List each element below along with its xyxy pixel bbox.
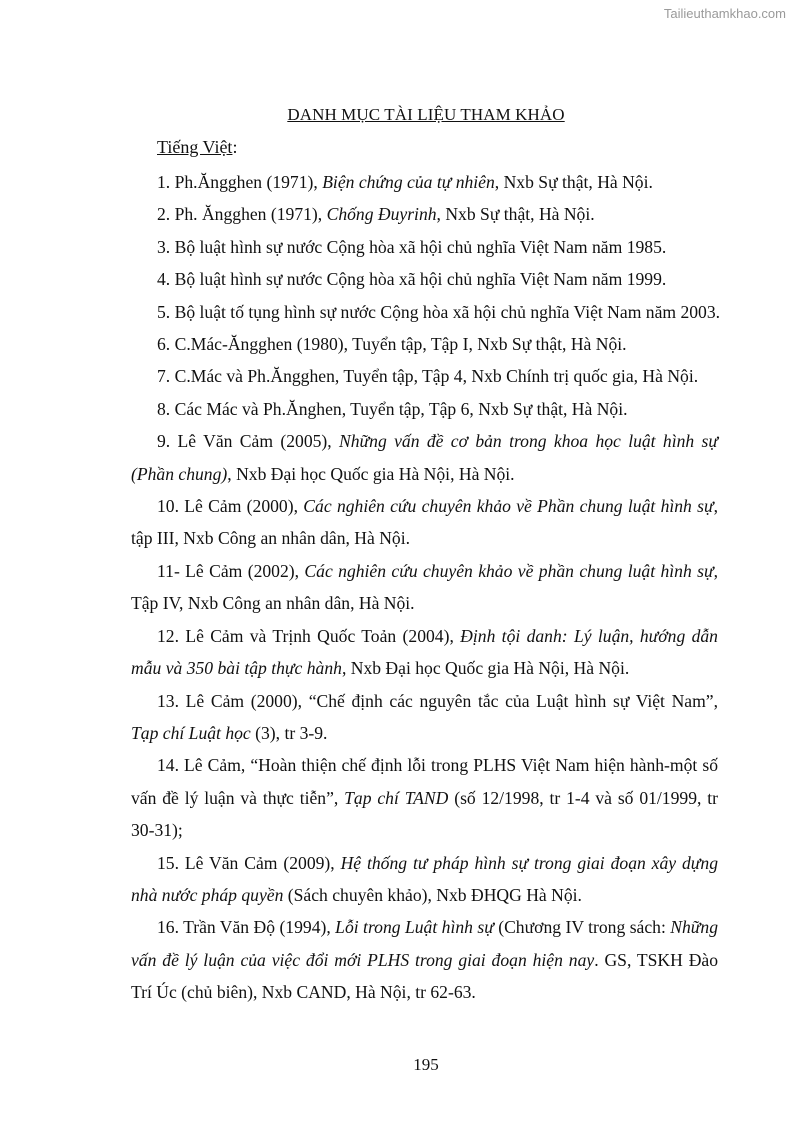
reference-item <box>131 911 718 1008</box>
reference-title: Biện chứng của tự nhiên <box>322 172 495 192</box>
reference-item <box>131 425 718 490</box>
reference-text: , Nxb Đại học Quốc gia Hà Nội, Hà Nội. <box>341 658 630 679</box>
reference-item <box>131 393 718 425</box>
reference-item <box>131 685 718 750</box>
reference-title: Định tội danh: Lý luận, hướng dẫn mẫu và 350 bài tập thực hành <box>131 625 718 679</box>
reference-text: 7. C.Mác và Ph.Ăngghen, Tuyển tập, Tập 4, Nxb Chính trị quốc gia, Hà Nội. <box>157 366 699 387</box>
reference-title: Các nghiên cứu chuyên khảo về phần chung luật hình sự <box>304 560 714 581</box>
reference-item <box>131 263 718 295</box>
reference-text: 11- Lê Cảm (2002), <box>157 560 305 581</box>
reference-title: Những vấn đề cơ bản trong khoa học luật hình sự (Phần chung) <box>131 431 718 484</box>
reference-text: (số 12/1998, tr 1-4 và số 01/1999, tr 30-31); <box>131 787 718 841</box>
reference-text: 3. Bộ luật hình sự nước Cộng hòa xã hội chủ nghĩa Việt Nam năm 1985. <box>157 236 667 257</box>
reference-text: 13. Lê Cảm (2000), “Chế định các nguyên tắc của Luật hình sự Việt Nam”, <box>157 690 718 711</box>
reference-text: , Nxb Sự thật, Hà Nội. <box>436 204 595 225</box>
reference-text: 5. Bộ luật tố tụng hình sự nước Cộng hòa xã hội chủ nghĩa Việt Nam năm 2003. <box>157 301 721 322</box>
page-title: DANH MỤC TÀI LIỆU THAM KHẢO <box>287 105 565 124</box>
section-heading <box>157 137 237 158</box>
reference-text: . GS, TSKH Đào Trí Úc (chủ biên), Nxb CAND, Hà Nội, tr 62-63. <box>131 949 719 1003</box>
section-label: Tiếng Việt <box>157 137 233 157</box>
reference-title: Các nghiên cứu chuyên khảo về Phần chung luật hình sự <box>303 496 714 517</box>
reference-text: , Nxb Đại học Quốc gia Hà Nội, Hà Nội. <box>227 463 515 484</box>
reference-item <box>131 360 718 392</box>
reference-text: 8. Các Mác và Ph.Ănghen, Tuyển tập, Tập 6, Nxb Sự thật, Hà Nội. <box>157 398 628 419</box>
reference-text: (Sách chuyên khảo), Nxb ĐHQG Hà Nội. <box>283 884 582 905</box>
section-colon: : <box>232 137 238 157</box>
reference-text: 6. C.Mác-Ăngghen (1980), Tuyển tập, Tập I, Nxb Sự thật, Hà Nội. <box>157 334 627 355</box>
reference-title: Những vấn đề lý luận của việc đổi mới PLHS trong giai đoạn hiện nay <box>131 917 718 970</box>
reference-text: 9. Lê Văn Cảm (2005), <box>157 431 340 452</box>
reference-item <box>131 198 718 230</box>
reference-item <box>131 490 718 555</box>
reference-text: 10. Lê Cảm (2000), <box>157 496 304 517</box>
reference-title: Tạp chí TAND <box>344 787 449 808</box>
page-number: 195 <box>413 1055 439 1074</box>
reference-text: , Tập IV, Nxb Công an nhân dân, Hà Nội. <box>131 560 718 614</box>
reference-item <box>131 749 718 846</box>
reference-item <box>131 328 718 360</box>
reference-text: 15. Lê Văn Cảm (2009), <box>157 852 341 873</box>
watermark-text: Tailieuthamkhao.com <box>663 6 786 21</box>
reference-item <box>131 166 718 198</box>
reference-list <box>131 166 721 1009</box>
reference-item <box>131 296 721 328</box>
reference-title: Tạp chí Luật học <box>131 722 251 743</box>
reference-item <box>131 620 718 685</box>
reference-text: 1. Ph.Ăngghen (1971), <box>157 172 323 192</box>
reference-title: Chống Đuyrinh <box>326 204 437 225</box>
reference-text: 2. Ph. Ăngghen (1971), <box>157 204 327 225</box>
reference-text: 12. Lê Cảm và Trịnh Quốc Toản (2004), <box>157 625 461 646</box>
reference-text: 4. Bộ luật hình sự nước Cộng hòa xã hội chủ nghĩa Việt Nam năm 1999. <box>157 269 667 290</box>
reference-item <box>131 847 718 912</box>
reference-item <box>131 231 718 263</box>
reference-text: , tập III, Nxb Công an nhân dân, Hà Nội. <box>131 496 718 549</box>
reference-text: , Nxb Sự thật, Hà Nội. <box>494 172 653 192</box>
reference-text: (3), tr 3-9. <box>250 722 328 743</box>
reference-title: Lỗi trong Luật hình sự <box>335 917 494 938</box>
reference-text: 14. Lê Cảm, “Hoàn thiện chế định lỗi trong PLHS Việt Nam hiện hành-một số vấn đề lý luận và thực tiễn”, <box>131 755 718 808</box>
reference-item <box>131 555 718 620</box>
reference-title: Hệ thống tư pháp hình sự trong giai đoạn xây dựng nhà nước pháp quyền <box>131 852 718 905</box>
reference-text: (Chương IV trong sách: <box>493 917 671 938</box>
reference-text: 16. Trần Văn Độ (1994), <box>157 917 336 938</box>
